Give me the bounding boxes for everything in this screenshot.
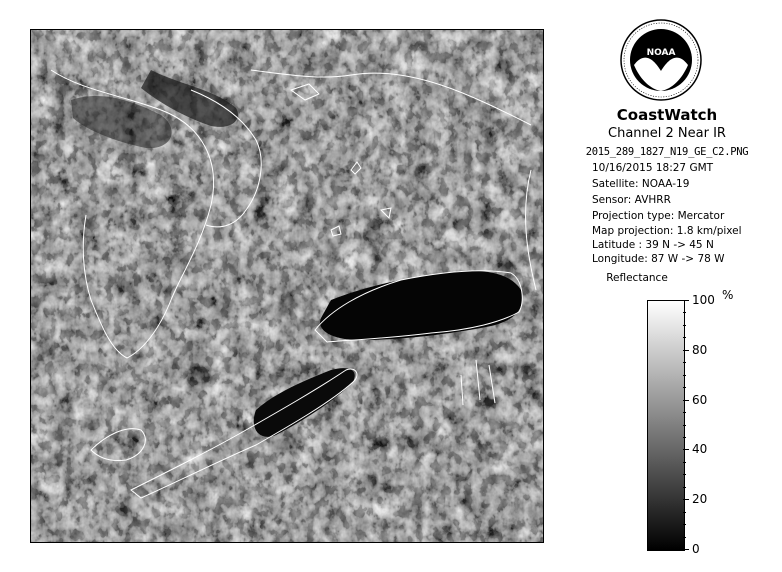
colorbar-minor-tick — [683, 487, 686, 488]
colorbar-minor-tick — [683, 462, 686, 463]
colorbar-tick-line — [683, 499, 689, 500]
colorbar-tick-line — [683, 549, 689, 550]
colorbar-minor-tick — [683, 474, 686, 475]
colorbar-minor-tick — [683, 437, 686, 438]
colorbar-tick-label: 60 — [692, 393, 708, 407]
colorbar-tick-line — [683, 300, 689, 301]
logo-text: NOAA — [646, 48, 676, 58]
colorbar-minor-tick — [683, 312, 686, 313]
colorbar-tick-label: 40 — [692, 442, 708, 456]
reflectance-colorbar — [647, 300, 685, 551]
colorbar-minor-tick — [683, 375, 686, 376]
colorbar-minor-tick — [683, 524, 686, 525]
map-projection-label: Map projection: 1.8 km/pixel — [592, 225, 742, 237]
satellite-map — [30, 29, 544, 543]
acquisition-datetime: 10/16/2015 18:27 GMT — [592, 162, 714, 174]
satellite-label: Satellite: NOAA-19 — [592, 178, 690, 190]
file-name: 2015_289_1827_N19_GE_C2.PNG — [585, 146, 749, 158]
colorbar-tick-line — [683, 400, 689, 401]
colorbar-tick-label: 0 — [692, 542, 700, 556]
colorbar-minor-tick — [683, 412, 686, 413]
colorbar-minor-tick — [683, 387, 686, 388]
colorbar-tick-line — [683, 350, 689, 351]
colorbar-minor-tick — [683, 337, 686, 338]
colorbar-minor-tick — [683, 362, 686, 363]
colorbar-tick-label: 80 — [692, 343, 708, 357]
colorbar-title: Reflectance — [606, 272, 668, 284]
latitude-range-label: Latitude : 39 N -> 45 N — [592, 239, 714, 251]
sensor-label: Sensor: AVHRR — [592, 194, 671, 206]
satellite-image — [31, 30, 543, 542]
projection-type-label: Projection type: Mercator — [592, 210, 725, 222]
colorbar-tick-line — [683, 449, 689, 450]
longitude-range-label: Longitude: 87 W -> 78 W — [592, 253, 725, 265]
colorbar-minor-tick — [683, 325, 686, 326]
colorbar-minor-tick — [683, 425, 686, 426]
product-title: CoastWatch — [616, 106, 718, 124]
colorbar-minor-tick — [683, 512, 686, 513]
colorbar-tick-label: 20 — [692, 492, 708, 506]
noaa-logo — [620, 19, 702, 101]
colorbar-minor-tick — [683, 537, 686, 538]
channel-label: Channel 2 Near IR — [608, 126, 726, 141]
colorbar-unit: % — [722, 288, 734, 302]
colorbar-tick-label: 100 — [692, 293, 715, 307]
